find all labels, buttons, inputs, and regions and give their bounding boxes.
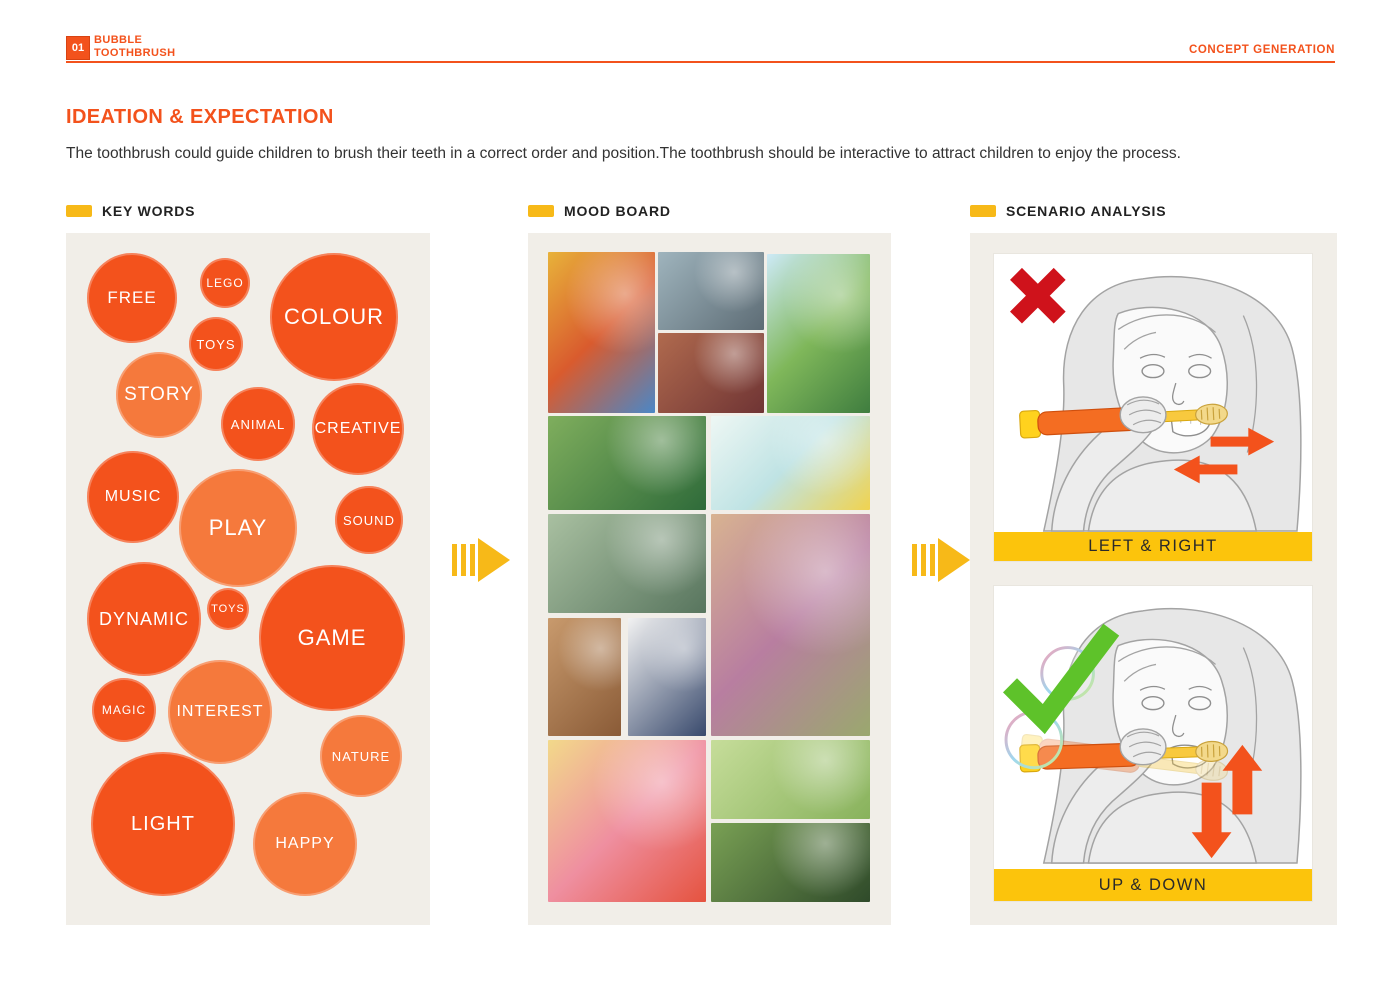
cross-mark-icon: [1016, 274, 1060, 318]
flow-arrow-icon: [912, 538, 970, 582]
mood-photo: [548, 514, 706, 613]
page-title: IDEATION & EXPECTATION: [66, 106, 334, 128]
brand-title: [94, 34, 175, 60]
keyword-bubble: PLAY: [179, 469, 297, 587]
section-label-scenario: [970, 203, 1166, 219]
mood-photo: [711, 740, 870, 819]
scenario-card-wrong: [993, 253, 1313, 562]
keyword-bubble: SOUND: [335, 486, 403, 554]
mood-photo: [548, 740, 706, 902]
caption-bar: LEFT & RIGHT: [994, 532, 1312, 561]
keyword-bubble: TOYS: [189, 317, 243, 371]
keyword-bubble: CREATIVE: [312, 383, 404, 475]
keyword-bubble: MAGIC: [92, 678, 156, 742]
scenario-panel: [970, 233, 1337, 925]
keywords-panel: [66, 233, 430, 925]
wrong-brushing-illustration: [994, 254, 1312, 532]
header-rule: [66, 61, 1335, 63]
section-label-text: MOOD BOARD: [564, 203, 671, 219]
keyword-bubble: GAME: [259, 565, 405, 711]
mood-photo: [767, 254, 870, 413]
scenario-card-right: [993, 585, 1313, 902]
page-number-badge: 01: [66, 36, 90, 60]
keyword-bubble: STORY: [116, 352, 202, 438]
keyword-bubble: LIGHT: [91, 752, 235, 896]
mood-photo: [548, 252, 655, 413]
intro-paragraph: The toothbrush could guide children to brush their teeth in a correct order and position.The toothbrush should be interactive to attract children to enjoy the process.: [66, 145, 1181, 162]
mood-photo: [711, 514, 870, 736]
keyword-bubble: COLOUR: [270, 253, 398, 381]
mood-photo: [548, 416, 706, 510]
keyword-bubble: NATURE: [320, 715, 402, 797]
mood-photo: [658, 333, 764, 413]
flow-arrow-icon: [452, 538, 510, 582]
yellow-swatch-icon: [970, 205, 996, 217]
mood-photo: [711, 823, 870, 902]
keyword-bubble: FREE: [87, 253, 177, 343]
keyword-bubble: INTEREST: [168, 660, 272, 764]
keyword-bubble: LEGO: [200, 258, 250, 308]
section-label-text: SCENARIO ANALYSIS: [1006, 203, 1167, 219]
yellow-swatch-icon: [66, 205, 92, 217]
mood-photo: [711, 416, 870, 510]
chapter-label: CONCEPT GENERATION: [1188, 44, 1335, 56]
moodboard-panel: [528, 233, 891, 925]
section-label-moodboard: [528, 203, 671, 219]
caption-bar: UP & DOWN: [994, 869, 1312, 901]
keyword-bubble: TOYS: [207, 588, 249, 630]
keyword-bubble: DYNAMIC: [87, 562, 201, 676]
keyword-bubble: MUSIC: [87, 451, 179, 543]
mood-photo: [628, 618, 706, 736]
mood-photo: [658, 252, 764, 330]
brand-line2: TOOTHBRUSH: [94, 47, 176, 59]
section-label-text: KEY WORDS: [102, 203, 196, 219]
correct-brushing-illustration: [994, 586, 1312, 869]
yellow-swatch-icon: [528, 205, 554, 217]
keyword-bubble: HAPPY: [253, 792, 357, 896]
brand-line1: BUBBLE: [94, 34, 143, 46]
keyword-bubble: ANIMAL: [221, 387, 295, 461]
mood-photo: [548, 618, 621, 736]
section-label-keywords: [66, 203, 195, 219]
